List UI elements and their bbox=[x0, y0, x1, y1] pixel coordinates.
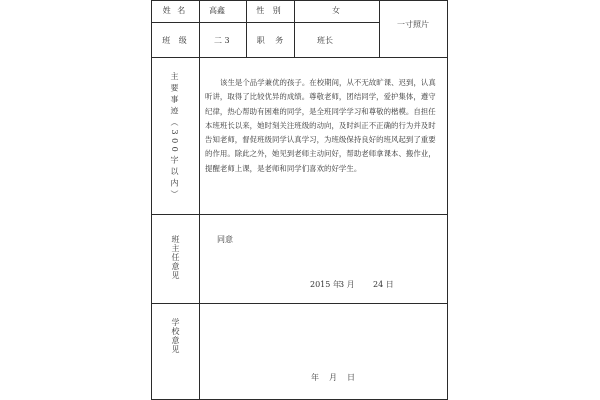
rule-right bbox=[447, 0, 448, 400]
rule-header-column-3 bbox=[294, 0, 295, 57]
rule-label-column bbox=[199, 0, 200, 400]
photo-placeholder: 一寸照片 bbox=[397, 20, 429, 29]
rule-deeds-bottom bbox=[151, 214, 448, 215]
teacher-opinion-day: 24 日 bbox=[373, 280, 394, 289]
position-label: 职 务 bbox=[256, 36, 288, 45]
deeds-text: 该生是个品学兼优的孩子。在校期间，从不无故旷课、迟到，认真听讲，取得了比较优异的成绩。尊敬老师，团结同学，爱护集体，遵守纪律，热心帮助有困难的同学，是全班同学学习和尊敬的楷模。自担任本班班长以来，她时刻关注班级的动向，及时纠正不正确的行为并及时告知老师，督促班级同学认真学习，为班级保持良好的班风起到了重要的作用。除此之外，她见到老师主动问好，帮助老师拿课本、搬作业，提醒老师上课，是老师和同学们喜欢的好学生。 bbox=[205, 78, 436, 173]
school-opinion-label: 学校意见 bbox=[171, 318, 180, 354]
class-value: 二 3 bbox=[214, 36, 230, 45]
teacher-opinion-label: 班主任意见 bbox=[171, 235, 180, 280]
school-opinion-month: 月 bbox=[329, 373, 337, 382]
rule-top bbox=[151, 0, 448, 1]
rule-header-column-2 bbox=[246, 0, 247, 57]
school-opinion-year: 年 bbox=[311, 373, 319, 382]
teacher-opinion-year: 2015 年 bbox=[310, 280, 341, 289]
gender-value: 女 bbox=[332, 6, 340, 15]
rule-teacher-bottom bbox=[151, 303, 448, 304]
rule-photo-left bbox=[379, 0, 380, 57]
name-label: 姓 名 bbox=[162, 6, 188, 15]
position-value: 班长 bbox=[317, 36, 333, 45]
rule-left bbox=[151, 0, 152, 400]
name-value: 高鑫 bbox=[209, 6, 225, 15]
school-opinion-day: 日 bbox=[347, 373, 355, 382]
deeds-label: 主要事迹（300字以内） bbox=[170, 72, 179, 202]
teacher-opinion-month: 3 月 bbox=[339, 280, 355, 289]
teacher-opinion-text: 同意 bbox=[217, 235, 233, 244]
class-label: 班 级 bbox=[162, 36, 190, 45]
rule-row-1 bbox=[151, 22, 379, 23]
gender-label: 性 别 bbox=[256, 6, 284, 15]
rule-row-2 bbox=[151, 57, 448, 58]
